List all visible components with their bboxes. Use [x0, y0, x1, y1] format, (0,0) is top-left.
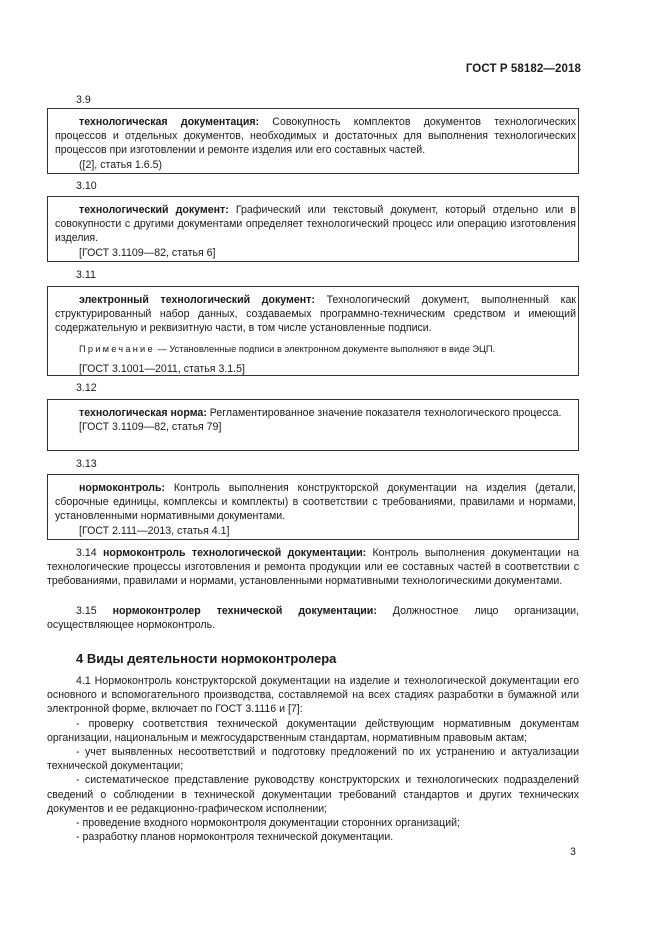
term-note	[55, 342, 576, 356]
term-name: технологическая норма:	[79, 407, 207, 419]
term-text: Графический или текстовый документ, который отдельно или в совокупности с другими документами определяет технологический процесс или операцию изготовления изделия.	[55, 204, 576, 245]
term-source: [ГОСТ 3.1001—2011, статья 3.1.5]	[79, 362, 245, 375]
para-number: 3.14	[76, 547, 97, 559]
term-name: нормоконтроль:	[79, 482, 166, 494]
paragraph-3-15	[47, 604, 579, 632]
term-box	[47, 286, 579, 376]
term-text: Контроль выполнения конструкторской документации на изделия (детали, сборочные единицы, комплексы и комплекты) в соответствии с требованиями, правилами и нормами, установленными нормативными документами.	[55, 482, 576, 523]
list-item: - проведение входного нормоконтроля документации сторонних организаций;	[76, 817, 460, 830]
list-item: - систематическое представление руководству конструкторских и технологических подразделений сведений о соблюдении в технической документации требований стандартов и других технических документов и ее редакционно-графическом исполнении;	[47, 774, 579, 815]
term-number: 3.9	[76, 94, 91, 106]
term-box	[47, 108, 579, 174]
term-name: технологический документ:	[79, 204, 229, 216]
term-number: 3.12	[76, 382, 97, 394]
term-text: Совокупность комплектов документов технологических процессов и отдельных документов, необходимых и достаточных для выполнения технологических процессов при изготовлении и ремонте изделия или его составных частей.	[55, 116, 576, 157]
list-item: - проверку соответствия технической документации действующим нормативным документам организации, национальным и межгосударственным стандартам, нормативным правовым актам;	[47, 717, 579, 744]
term-text: Технологический документ, выполненный как структурированный набор данных, создаваемых программно-техническим средством и имеющий содержательную и реквизитную части, в том числе установленные подписи.	[55, 294, 576, 335]
term-box	[47, 399, 579, 451]
term-number: 3.11	[76, 269, 96, 281]
term-name: нормоконтроль технологической документации:	[103, 547, 367, 559]
term-name: электронный технологический документ:	[79, 294, 315, 306]
note-text: — Установленные подписи в электронном документе выполняют в виде ЭЦП.	[154, 343, 496, 354]
term-definition	[55, 293, 576, 336]
term-name: технологическая документация:	[79, 116, 260, 128]
term-definition	[55, 406, 576, 420]
list-item: - разработку планов нормоконтроля технической документации.	[76, 831, 394, 844]
term-definition	[55, 203, 576, 246]
term-source: [ГОСТ 3.1109—82, статья 79]	[79, 421, 222, 434]
term-name: нормоконтролер технической документации:	[112, 605, 377, 617]
term-source: [ГОСТ 3.1109—82, статья 6]	[79, 246, 216, 259]
paragraph-3-14	[47, 546, 579, 589]
term-definition	[55, 481, 576, 524]
term-number: 3.13	[76, 458, 97, 470]
para-text: Должностное лицо организации, осуществляющее нормоконтроль.	[47, 605, 580, 632]
page-number: 3	[570, 846, 576, 858]
document-code: ГОСТ Р 58182—2018	[465, 63, 581, 75]
section-heading: 4 Виды деятельности нормоконтролера	[76, 651, 337, 666]
term-box	[47, 474, 579, 540]
term-text: Регламентированное значение показателя технологического процесса.	[206, 407, 562, 419]
section-intro: 4.1 Нормоконтроль конструкторской документации на изделие и технологической документации его основного и вспомогательного производства, составляемой на всех стадиях разработки в бумажной или электронной форме, включает по ГОСТ 3.1116 и [7]:	[47, 675, 579, 716]
para-text: Контроль выполнения документации на технологические процессы изготовления и ремонта продукции или ее составных частей в соответствии с требованиями, правилами и нормами, установленными нормативными технологическими документами.	[47, 547, 579, 588]
term-box	[47, 196, 579, 262]
para-number: 3.15	[76, 605, 97, 617]
term-source: ([2], статья 1.6.5)	[79, 158, 163, 171]
term-number: 3.10	[76, 180, 97, 192]
section-body	[47, 674, 579, 844]
term-source: [ГОСТ 2.111—2013, статья 4.1]	[79, 524, 230, 537]
list-item: - учет выявленных несоответствий и подготовку предложений по их устранению и актуализации технической документации;	[47, 746, 579, 773]
note-label: Примечание	[79, 343, 155, 354]
term-definition	[55, 115, 576, 158]
